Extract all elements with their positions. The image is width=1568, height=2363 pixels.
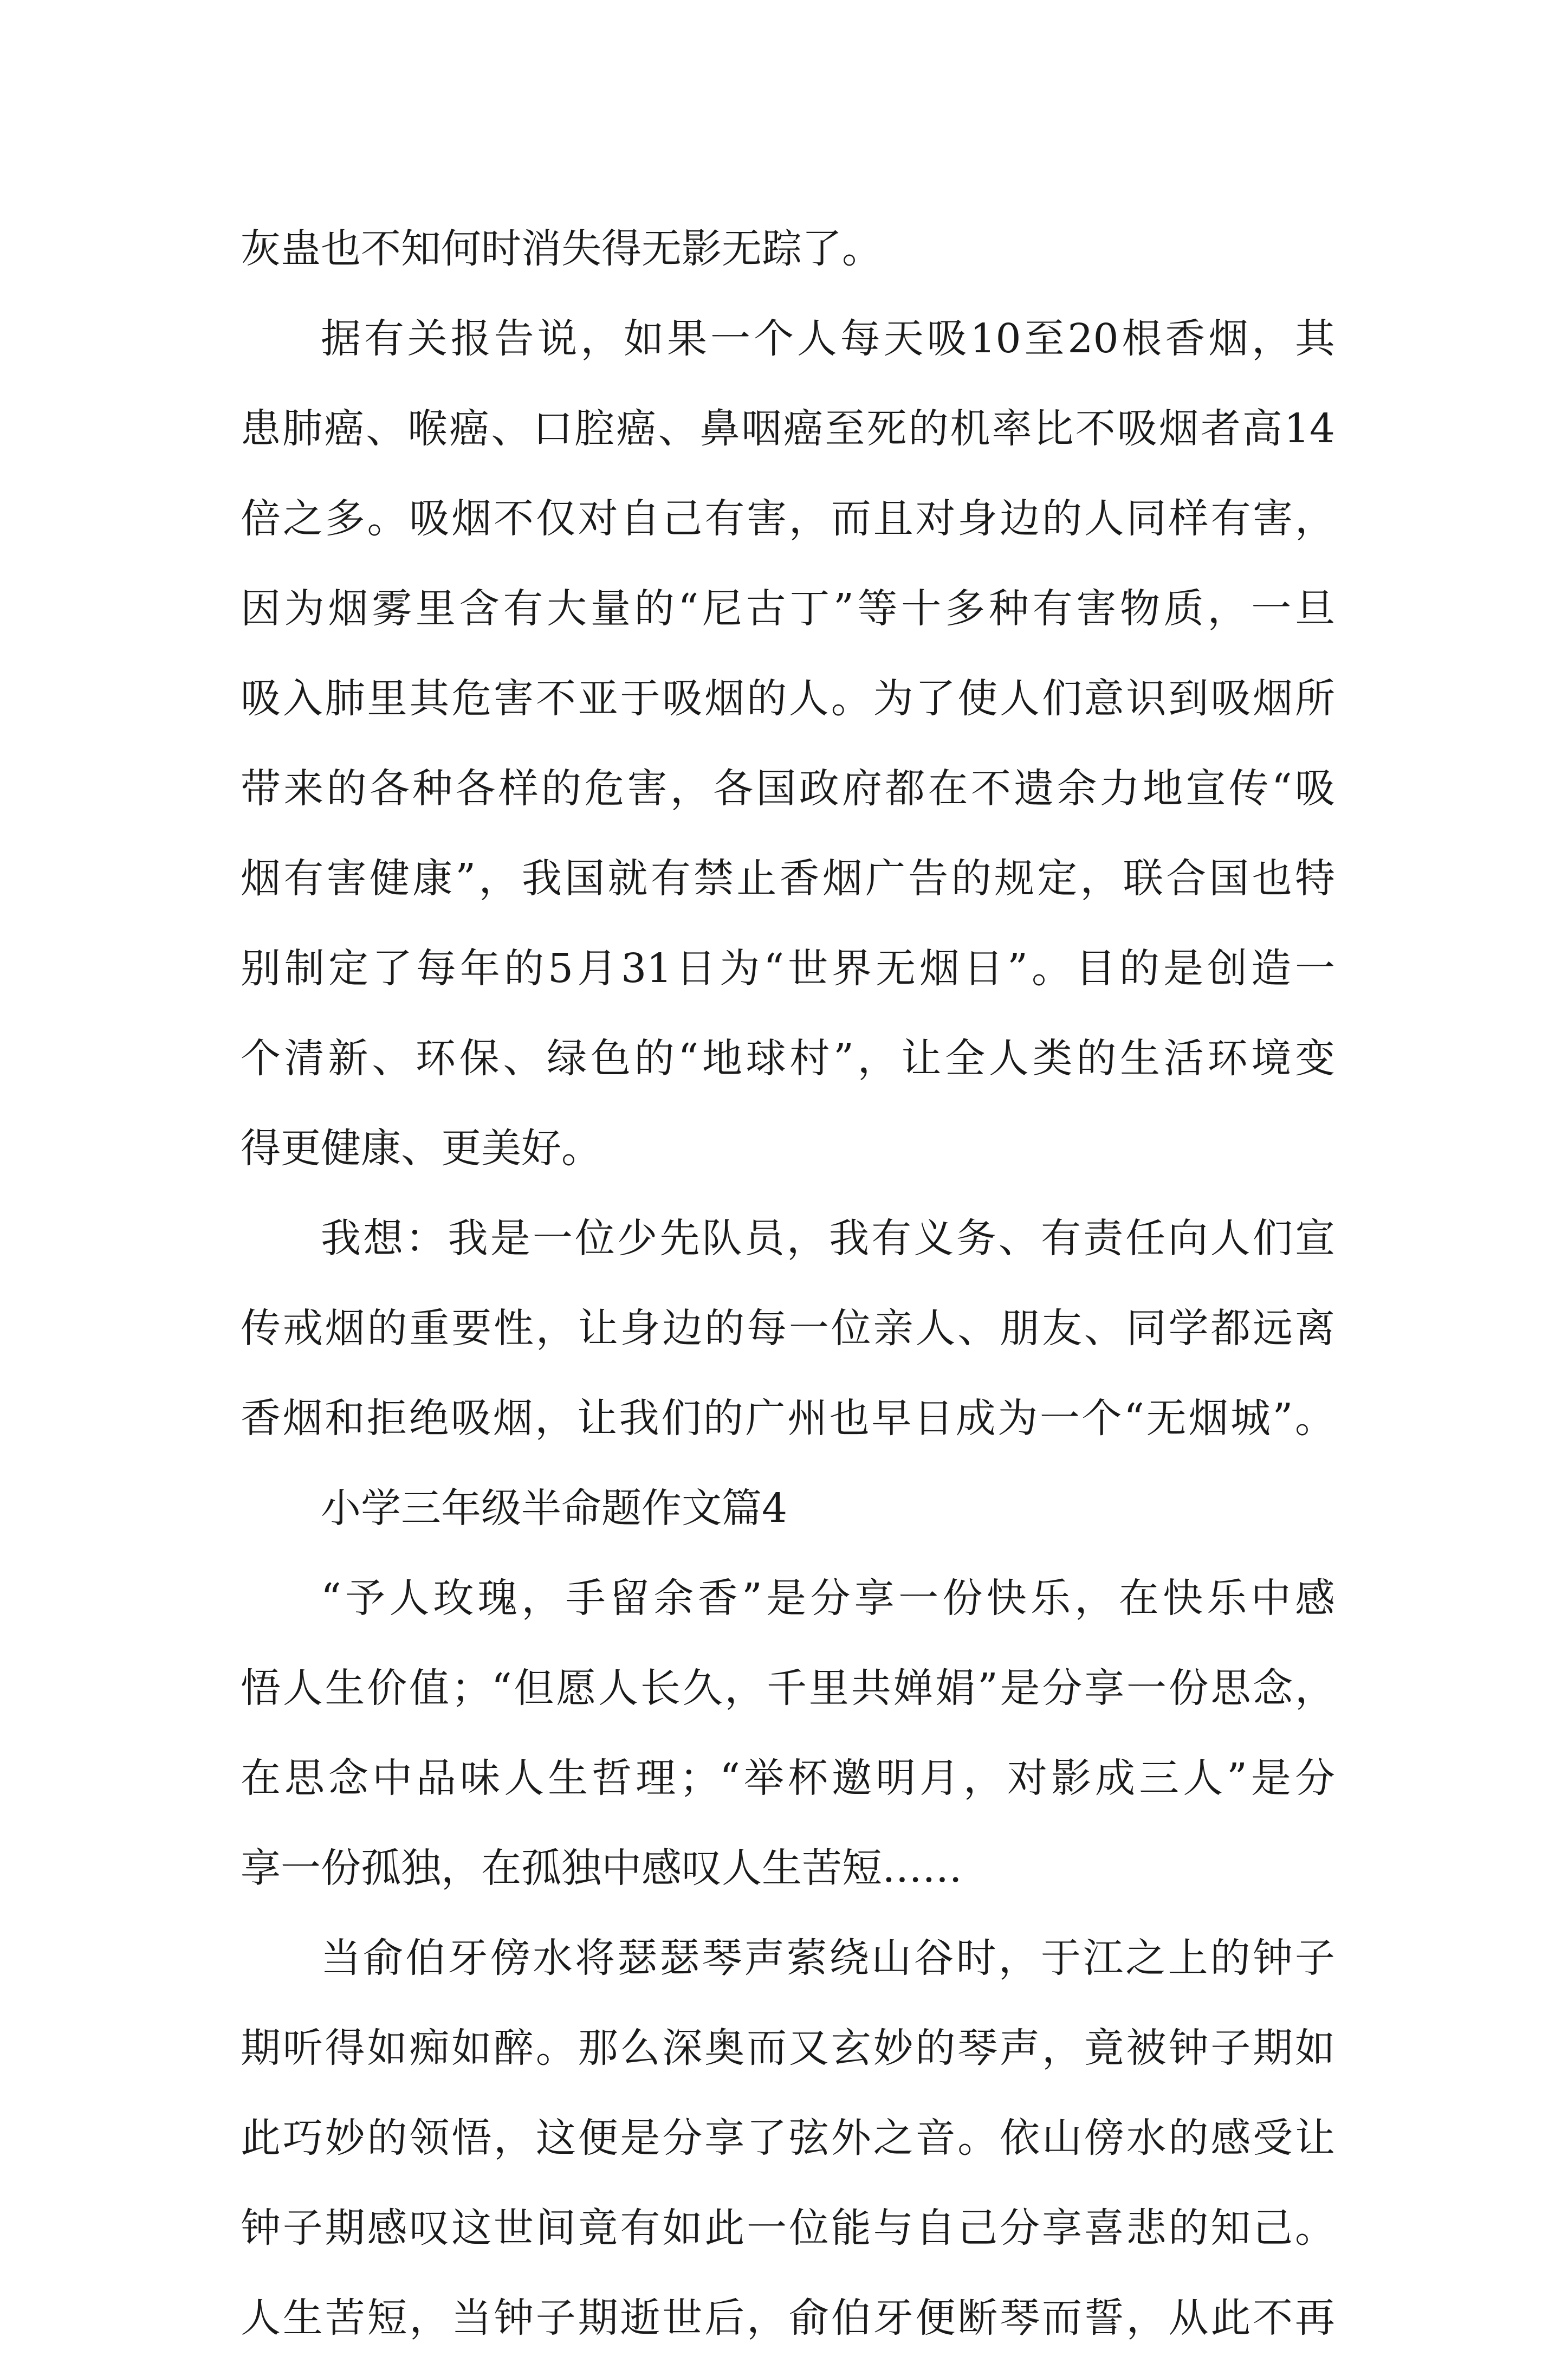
paragraph-first-line: “予人玫瑰，手留余香”是分享一份快乐，在快乐中感 <box>321 1575 1335 1622</box>
text-line: 因为烟雾里含有大量的“尼古丁”等十多种有害物质，一旦 <box>241 585 1335 632</box>
text-line: 吸入肺里其危害不亚于吸烟的人。为了使人们意识到吸烟所 <box>241 675 1335 722</box>
text-line: 别制定了每年的5月31日为“世界无烟日”。目的是创造一 <box>241 945 1335 992</box>
text-line: 烟有害健康”，我国就有禁止香烟广告的规定，联合国也特 <box>241 855 1335 902</box>
text-line: 倍之多。吸烟不仅对自己有害，而且对身边的人同样有害， <box>241 495 1335 542</box>
text-line: 在思念中品味人生哲理；“举杯邀明月，对影成三人”是分 <box>241 1755 1335 1802</box>
text-line: 传戒烟的重要性，让身边的每一位亲人、朋友、同学都远离 <box>241 1305 1335 1352</box>
text-line: 人生苦短，当钟子期逝世后，俞伯牙便断琴而誓，从此不再 <box>241 2295 1335 2341</box>
section-heading: 小学三年级半命题作文篇4 <box>321 1485 788 1532</box>
text-line: 享一份孤独，在孤独中感叹人生苦短…… <box>241 1845 962 1891</box>
text-line: 带来的各种各样的危害，各国政府都在不遗余力地宣传“吸 <box>241 765 1335 812</box>
text-line: 个清新、环保、绿色的“地球村”，让全人类的生活环境变 <box>241 1035 1335 1082</box>
text-line: 期听得如痴如醉。那么深奥而又玄妙的琴声，竟被钟子期如 <box>241 2025 1335 2071</box>
paragraph-first-line: 当俞伯牙傍水将瑟瑟琴声萦绕山谷时，于江之上的钟子 <box>321 1935 1335 1981</box>
body-text <box>241 204 1335 2363</box>
text-line: 此巧妙的领悟，这便是分享了弦外之音。依山傍水的感受让 <box>241 2115 1335 2161</box>
text-line: 得更健康、更美好。 <box>241 1125 601 1172</box>
text-line: 患肺癌、喉癌、口腔癌、鼻咽癌至死的机率比不吸烟者高14 <box>241 405 1335 452</box>
text-line: 钟子期感叹这世间竟有如此一位能与自己分享喜悲的知己。 <box>241 2205 1335 2251</box>
paragraph-first-line: 据有关报告说，如果一个人每天吸10至20根香烟，其 <box>321 315 1335 362</box>
text-line: 香烟和拒绝吸烟，让我们的广州也早日成为一个“无烟城”。 <box>241 1395 1335 1442</box>
paragraph-first-line: 我想：我是一位少先队员，我有义务、有责任向人们宣 <box>321 1215 1335 1262</box>
text-line: 悟人生价值；“但愿人长久，千里共婵娟”是分享一份思念， <box>241 1665 1335 1712</box>
text-line: 灰蛊也不知何时消失得无影无踪了。 <box>241 225 882 272</box>
